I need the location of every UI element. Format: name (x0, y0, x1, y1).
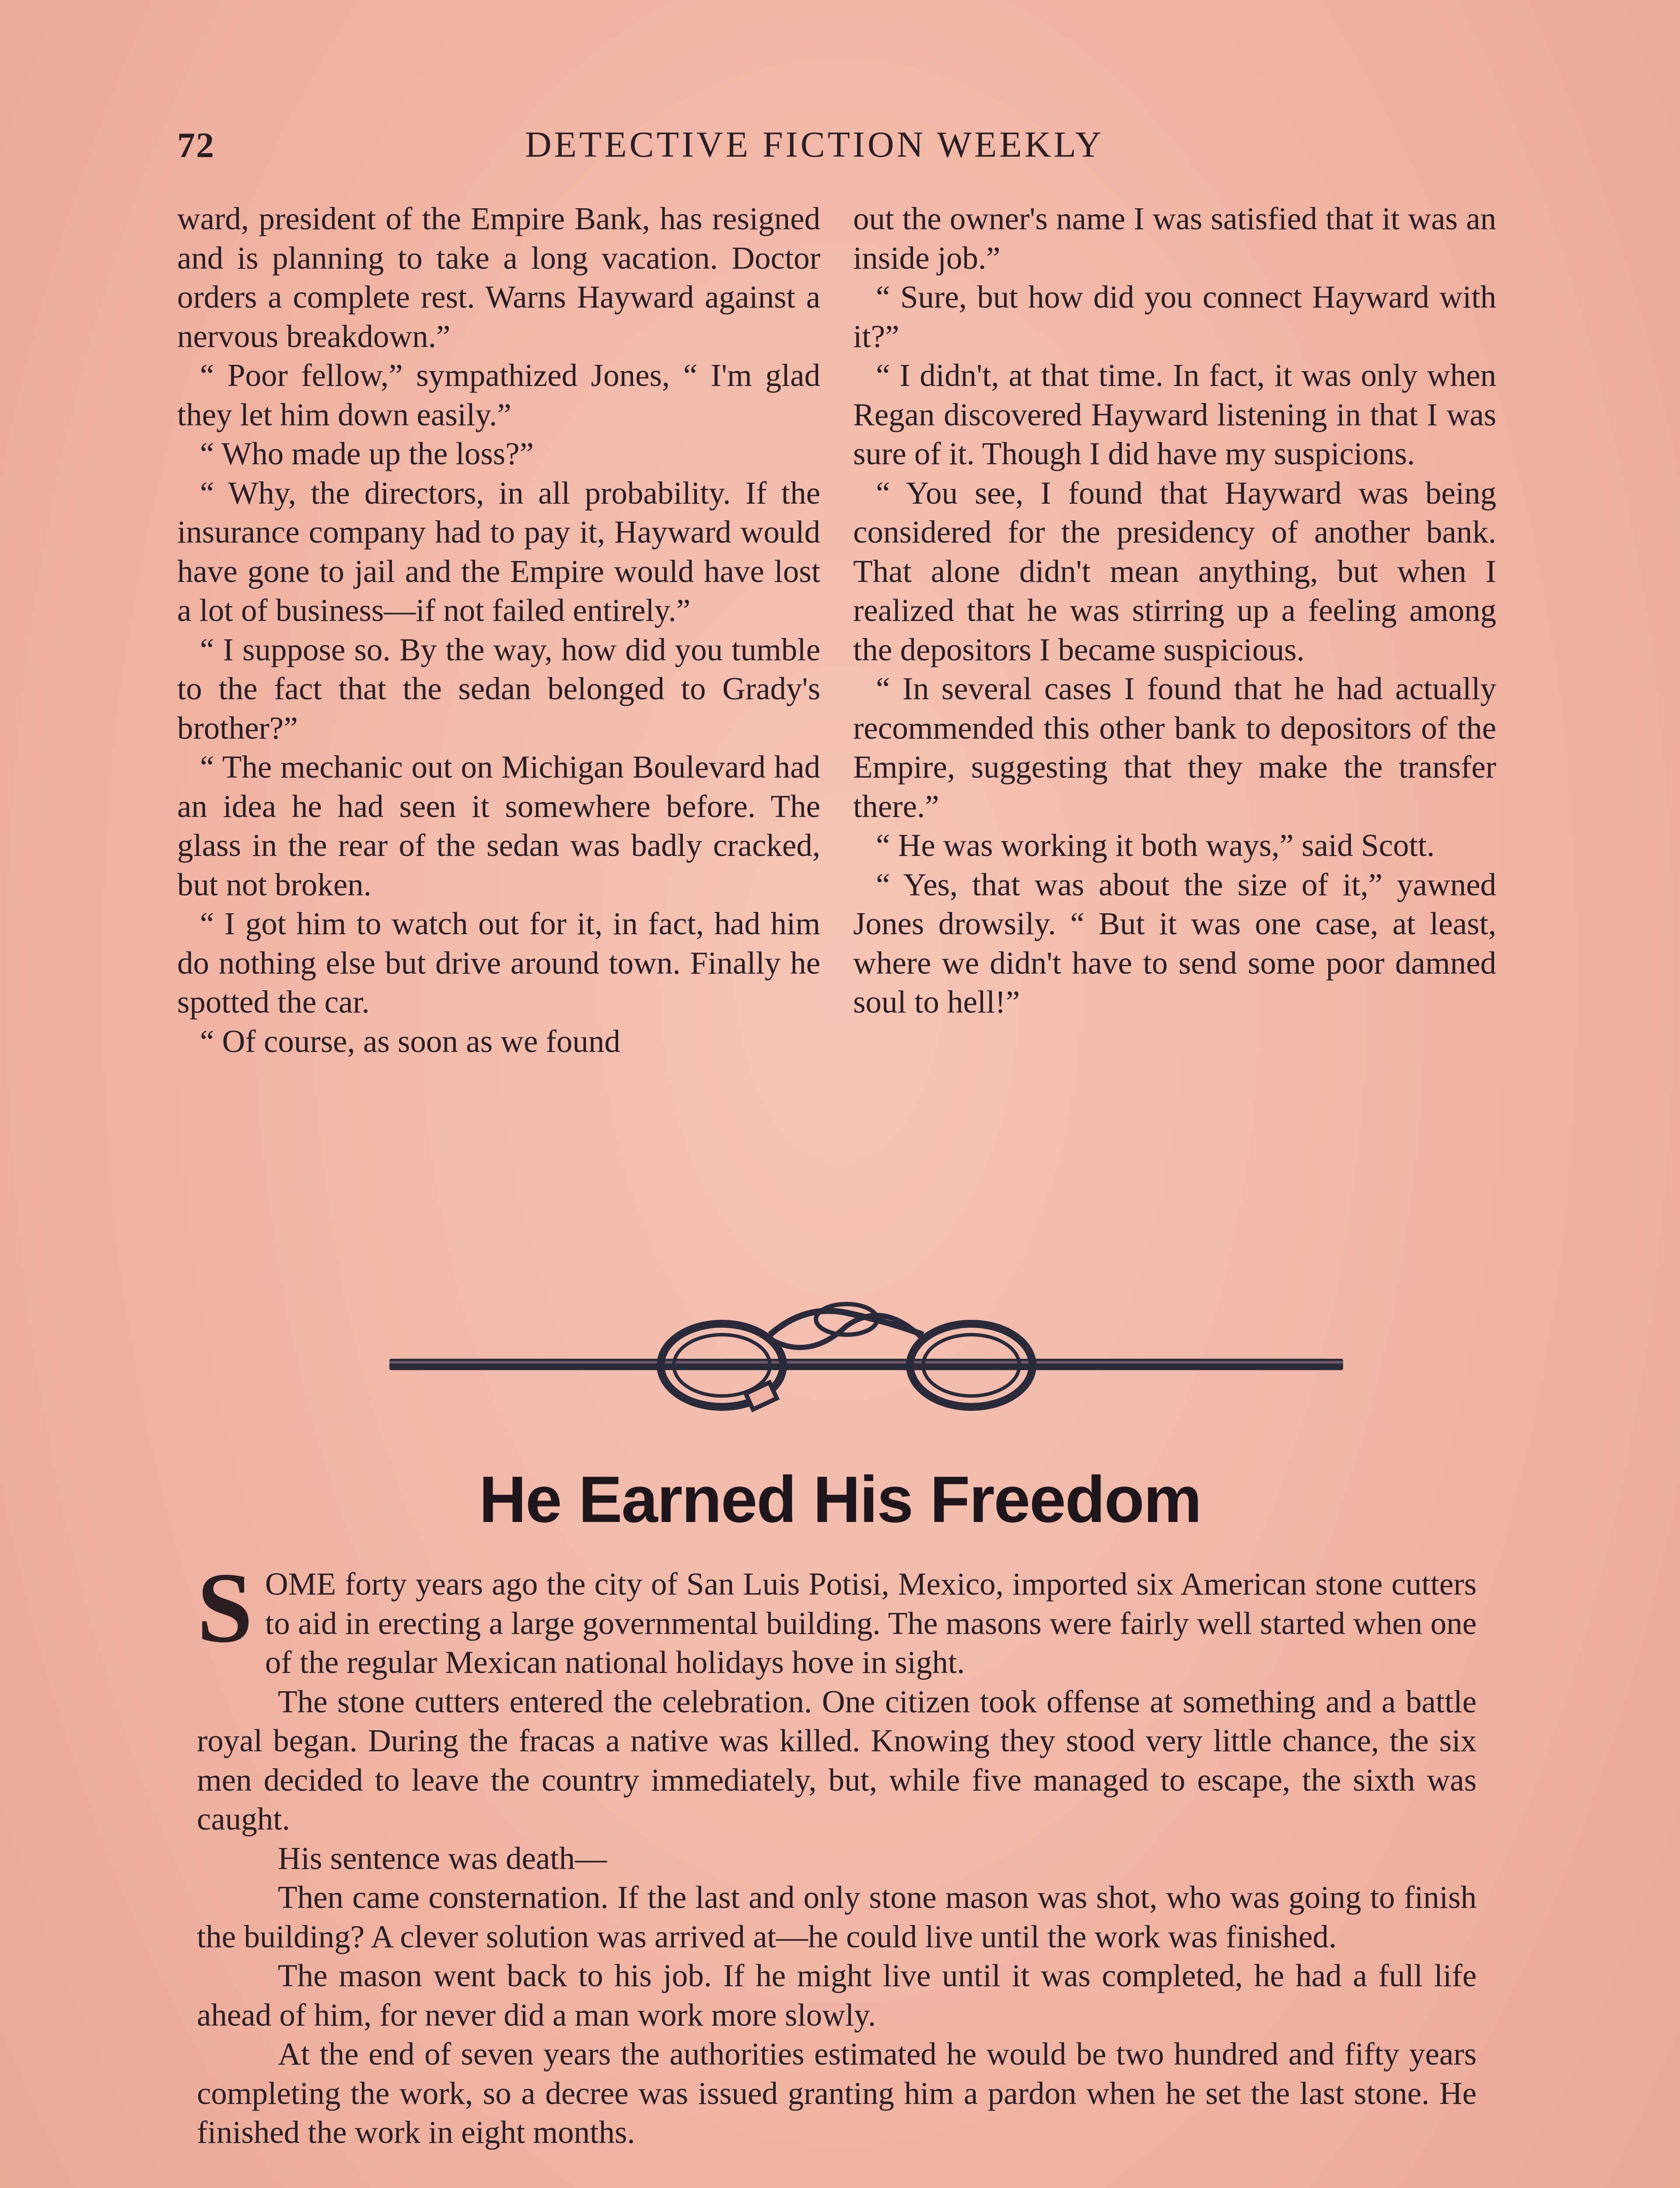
running-head: DETECTIVE FICTION WEEKLY (525, 124, 1104, 165)
paragraph: “ Poor fellow,” sympathized Jones, “ I'm glad they let him down easily.” (177, 358, 820, 432)
paragraph: “ You see, I found that Hayward was being considered for the presidency of another bank. That alone didn't mean anything, but when I realized that he was stirring up a feeling among the depositors I became suspicious. (853, 475, 1496, 667)
paragraph: “ I got him to watch out for it, in fact, had him do nothing else but drive around town. Finally he spotted the car. (177, 906, 820, 1020)
paragraph: ward, president of the Empire Bank, has resigned and is planning to take a long vacation. Doctor orders a complete rest. Warns Hayward against a nervous breakdown.” (177, 201, 820, 354)
paragraph: “ I didn't, at that time. In fact, it was only when Regan discovered Hayward listening in that I was sure of it. Though I did have my suspicions. (853, 358, 1496, 471)
paragraph: The mason went back to his job. If he might live until it was completed, he had a full life ahead of him, for never did a man work more slowly. (197, 1958, 1477, 2033)
paragraph: “ Yes, that was about the size of it,” yawned Jones drowsily. “ But it was one case, at least, where we didn't have to send some poor damned soul to hell!” (853, 866, 1496, 1020)
paragraph: Then came consternation. If the last and only stone mason was shot, who was going to finish the building? A clever solution was arrived at—he could live until the work was finished. (197, 1879, 1477, 1954)
handcuffs-ornament-icon (385, 1295, 1348, 1427)
paragraph: “ Sure, but how did you connect Hayward with it?” (853, 279, 1496, 354)
paragraph: The stone cutters entered the celebration. One citizen took offense at something and a battle royal began. During the fracas a native was killed. Knowing they stood very little chance, the six men decided to leave the country immediately, but, while five managed to escape, the sixth was caught. (197, 1683, 1477, 1837)
paragraph: “ I suppose so. By the way, how did you tumble to the fact that the sedan belonged to Grady's brother?” (177, 631, 820, 746)
paragraph: out the owner's name I was satisfied that it was an inside job.” (853, 201, 1496, 276)
paragraph: “ In several cases I found that he had actually recommended this other bank to depositors of the Empire, suggesting that they make the transfer there.” (853, 671, 1496, 824)
paragraph (197, 1552, 1477, 1682)
first-paragraph-text: OME forty years ago the city of San Luis Potisi, Mexico, imported six American stone cutters to aid in erecting a large governmental building. The masons were fairly well started when one of the regular Mexican national holidays hove in sight. (265, 1566, 1477, 1680)
paragraph: At the end of seven years the authorities estimated he would be two hundred and fifty years completing the work, so a decree was issued granting him a pardon when he set the last stone. He finished the work in eight months. (197, 2036, 1477, 2150)
drop-cap: S (197, 1552, 253, 1663)
right-column (853, 199, 1496, 1022)
paragraph: “ Why, the directors, in all probability. If the insurance company had to pay it, Hayward would have gone to jail and the Empire would have lost a lot of business—if not failed entirely.” (177, 475, 820, 628)
paragraph: His sentence was death— (278, 1840, 607, 1876)
left-column (177, 199, 820, 1061)
page-number: 72 (177, 125, 215, 165)
article-title: He Earned His Freedom (479, 1462, 1201, 1536)
paragraph: “ He was working it both ways,” said Scott. (876, 828, 1435, 863)
paragraph: “ The mechanic out on Michigan Boulevard had an idea he had seen it somewhere before. The glass in the rear of the sedan was badly cracked, but not broken. (177, 749, 820, 902)
article-body (197, 1552, 1477, 2152)
paragraph: “ Of course, as soon as we found (200, 1023, 620, 1059)
paragraph: “ Who made up the loss?” (200, 436, 534, 471)
